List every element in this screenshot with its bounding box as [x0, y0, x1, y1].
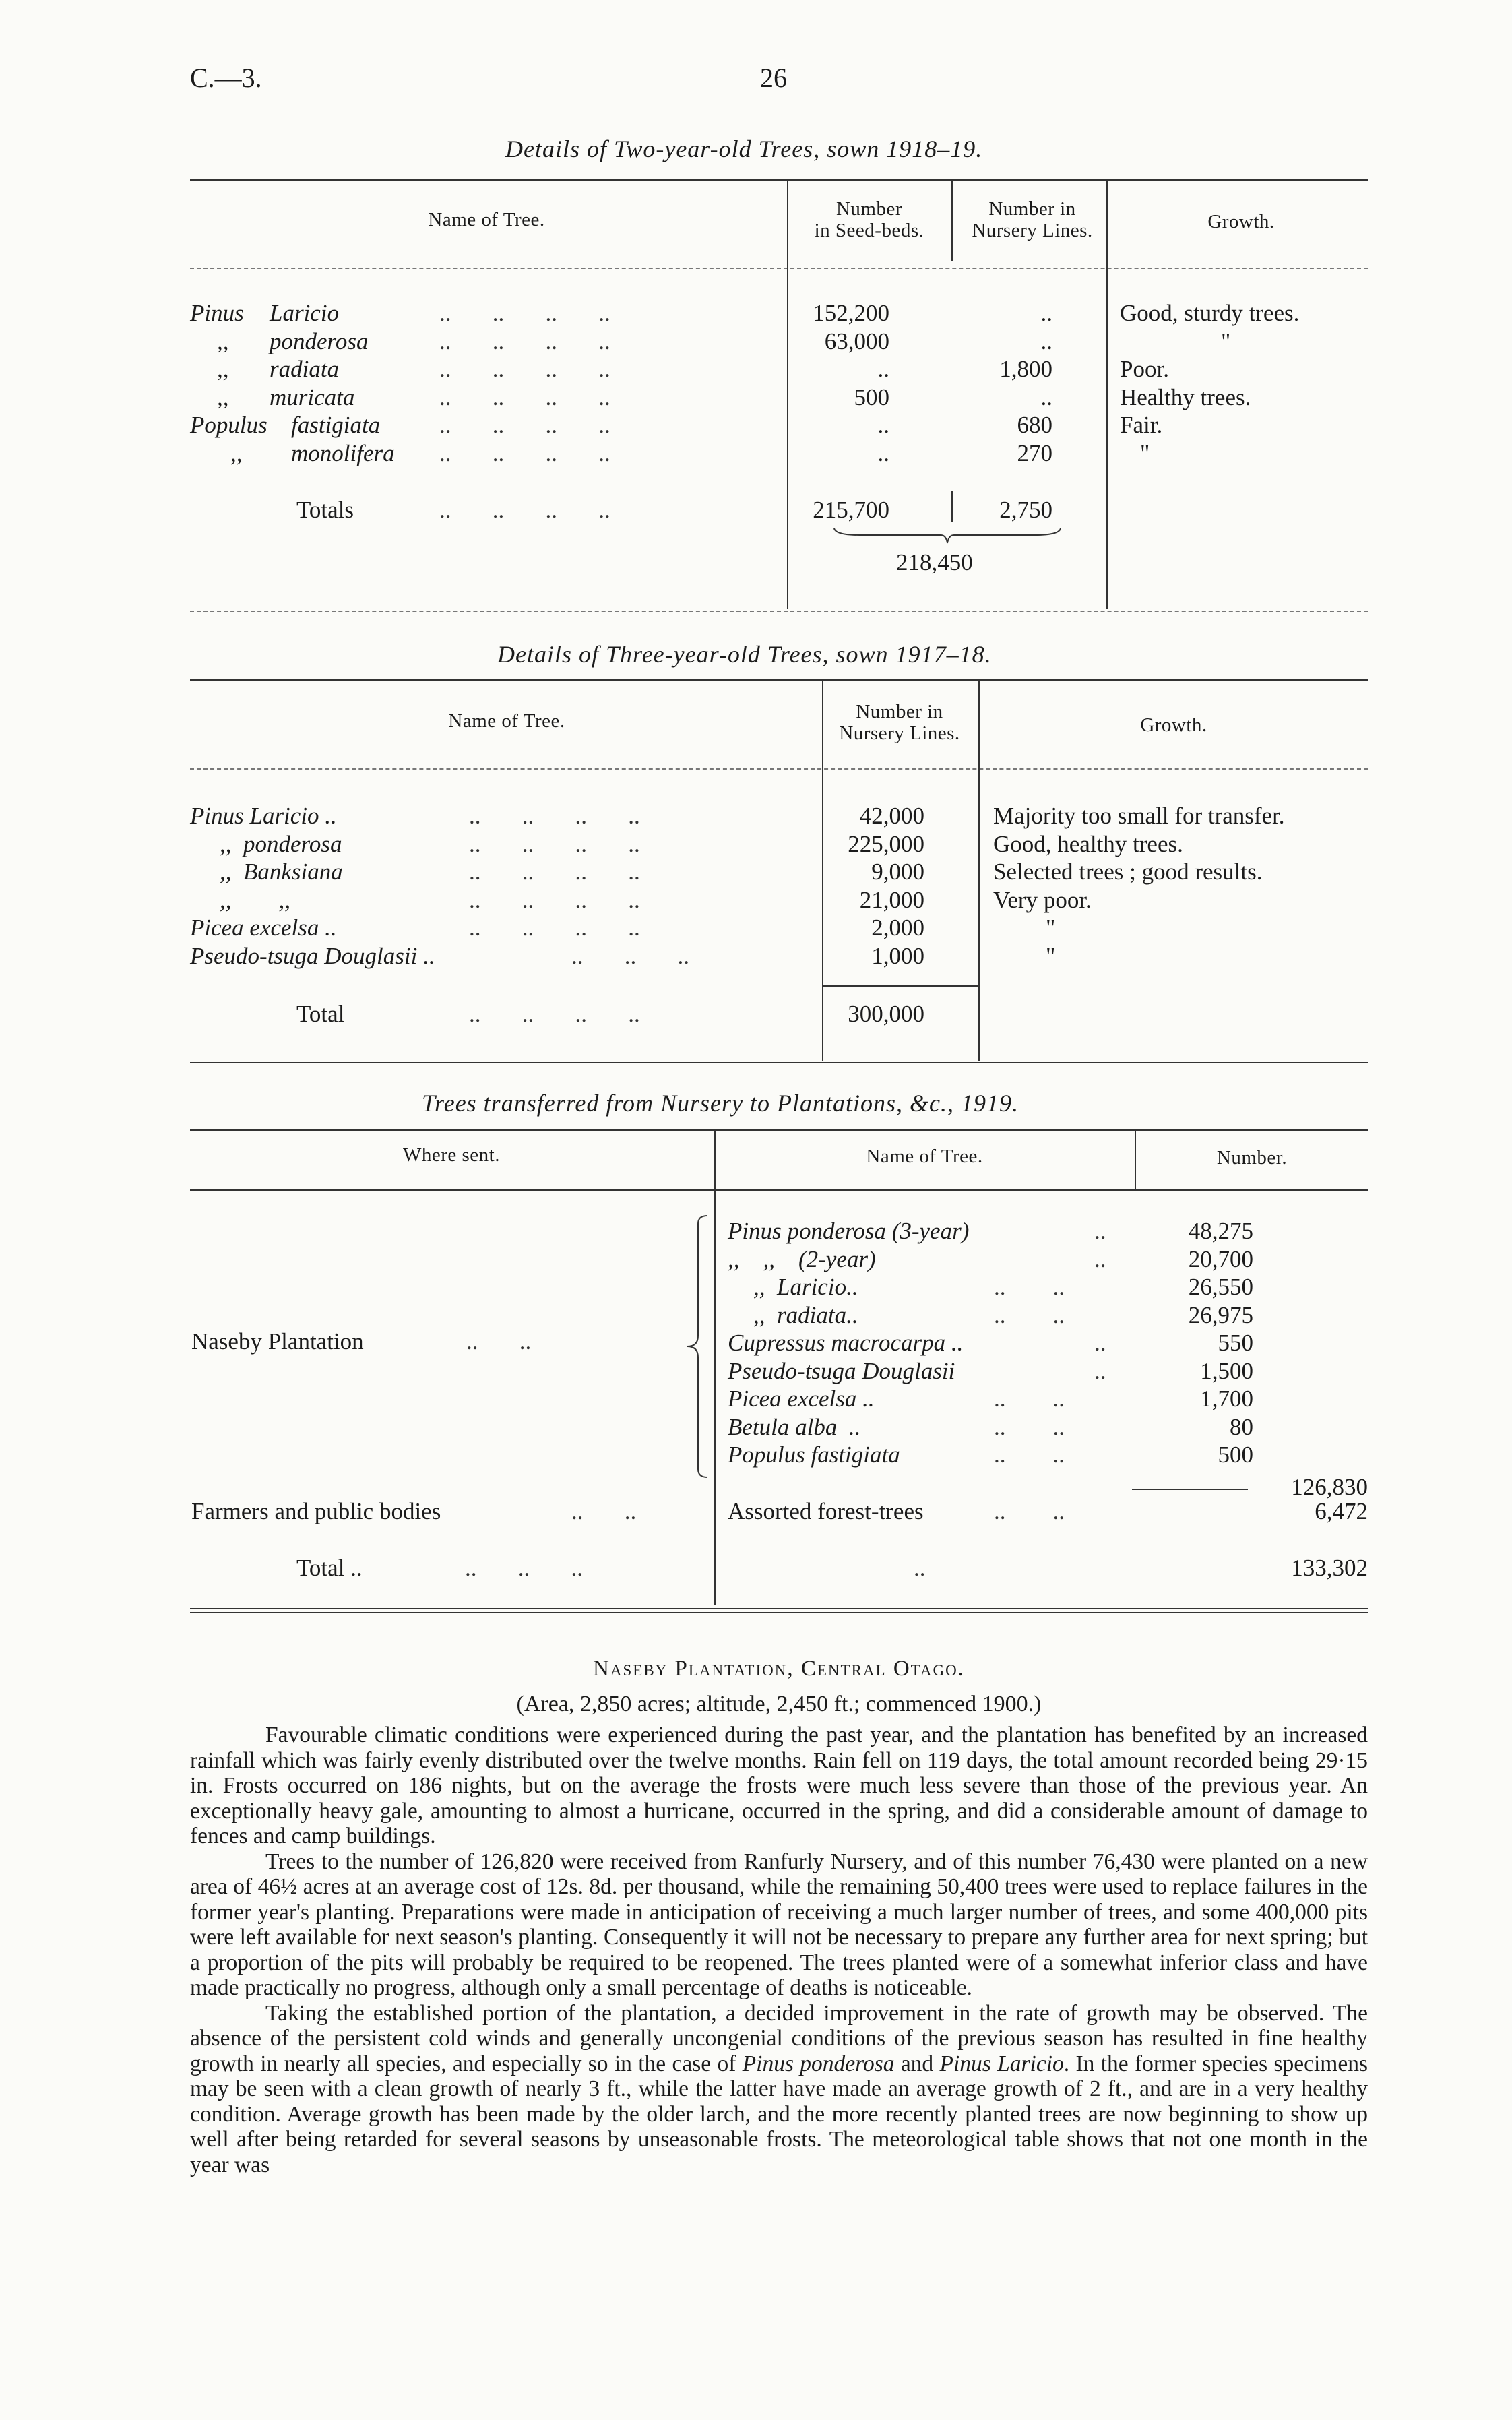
table-row: ,, radiata.. .. .. 26,975	[753, 1301, 1253, 1328]
paragraph-3: Taking the established portion of the plantation, a decided improvement in the rate of growth may be observed. The absence of the persistent cold winds and generally uncongenial conditions of the previous season has resulted in fine healthy growth in nearly all species, and especially so in the case of Pinus ponderosa and Pinus Laricio. In the former species specimens may be seen with a clean growth of nearly 3 ft., while the latter have made an average growth of 2 ft., and are in a very healthy condition. Average growth has been made by the older larch, and the more recently planted trees are now beginning to show up well after being retarded for several seasons by unseasonable frosts. The meteorological table shows that not one month in the year was	[190, 2000, 1368, 2177]
table3-header-name: Name of Tree.	[866, 1146, 983, 1167]
table2-caption: Details of Three-year-old Trees, sown 1917–18.	[497, 641, 992, 668]
table1-top-rule	[190, 179, 1368, 181]
naseby-brace	[683, 1214, 710, 1479]
section-subheading: (Area, 2,850 acres; altitude, 2,450 ft.; commenced 1900.)	[516, 1692, 1042, 1716]
paragraph-2: Trees to the number of 126,820 were received from Ranfurly Nursery, and of this number 76,430 were planted on a new area of 46½ acres at an average cost of 12s. 8d. per thousand, while the remaining 50,400 trees were used to replace failures in the former year's planting. Preparations were made in anticipation of receiving a much larger number of trees, and some 400,000 pits were left available for next season's planting. Consequently it will not be necessary to prepare any further area for next spring; but a proportion of the pits will probably be required to be reopened. The trees planted were of a somewhat inferior class and have made practically no progress, although only a small percentage of deaths is noticeable.	[190, 1849, 1368, 2000]
table1-header-rule	[190, 268, 1368, 269]
table-row: Betula alba .. .. .. 80	[728, 1413, 1253, 1440]
table-row: Pseudo-tsuga Douglasii .. .. .. .. 1,000 "	[190, 942, 1056, 969]
table2-bottom-rule	[190, 1062, 1368, 1063]
table3-bottom-rule	[190, 1608, 1368, 1609]
table1-totals-label: Totals	[296, 497, 354, 523]
document-ref: C.—3.	[190, 63, 262, 93]
table3-header-where: Where sent.	[403, 1144, 500, 1166]
table-row: Pinus Laricio .. .. .. .. .. 42,000 Majority too small for transfer.	[190, 803, 1285, 829]
naseby-rows	[728, 1217, 1368, 1469]
table2-body	[190, 802, 1368, 970]
table3-header-rule	[190, 1189, 1368, 1191]
table2-header-growth: Growth.	[1140, 714, 1207, 736]
table3-top-rule	[190, 1129, 1368, 1131]
table1-bottom-rule	[190, 611, 1368, 612]
page-number: 26	[760, 63, 787, 93]
table-row: ,, monolifera .. .. .. .. .. 270 "	[230, 439, 1150, 466]
table2-header-name: Name of Tree.	[448, 710, 565, 732]
table-row: Pinus ponderosa (3-year) .. 48,275	[728, 1218, 1253, 1244]
table2-header-nursery-line2: Nursery Lines.	[839, 722, 960, 744]
section-heading: Naseby Plantation, Central Otago.	[593, 1656, 965, 1681]
table-row: ,, muricata .. .. .. .. 500 .. Healthy trees.	[217, 383, 1251, 410]
table-row: Pinus Laricio .. .. .. .. 152,200 .. Good, sturdy trees.	[190, 300, 1300, 326]
table-row: Picea excelsa .. .. .. 1,700	[728, 1386, 1253, 1412]
table1-header-seed-line1: Number	[836, 198, 903, 220]
table-row: Populus fastigiata .. .. .. .. .. 680 Fair.	[190, 412, 1163, 438]
table-row: Picea excelsa .. .. .. .. .. 2,000 "	[190, 914, 1056, 941]
table-row: ,, ponderosa .. .. .. .. 225,000 Good, healthy trees.	[220, 830, 1183, 857]
section-body	[190, 1723, 1368, 2177]
table2-header-rule	[190, 768, 1368, 770]
farmers-tree: Assorted forest-trees	[728, 1498, 924, 1524]
paragraph-1: Favourable climatic conditions were experienced during the past year, and the plantation has benefited by an increased rainfall which was fairly evenly distributed over the twelve months. Rain fell on 119 days, the total amount recorded being 29·15 in. Frosts occurred on 186 nights, but on the average the frosts were much less severe than those of the previous year. An exceptionally heavy gale, amounting to almost a hurricane, occurred in the spring, and did a considerable amount of damage to fences and camp buildings.	[190, 1723, 1368, 1849]
table3-header-number: Number.	[1216, 1147, 1288, 1169]
table-row: Populus fastigiata .. .. 500	[728, 1441, 1253, 1468]
table1-totals-nursery: 2,750	[999, 497, 1052, 523]
table-row: Pseudo-tsuga Douglasii .. 1,500	[728, 1357, 1253, 1384]
table-row: Cupressus macrocarpa .. .. 550	[728, 1330, 1253, 1356]
table3-total-label: Total ..	[296, 1555, 363, 1581]
naseby-total: 126,830	[1291, 1474, 1368, 1500]
table3-total-number: 133,302	[1291, 1555, 1368, 1581]
table2-header-nursery-line1: Number in	[856, 701, 943, 722]
table1-header-growth: Growth.	[1207, 211, 1275, 232]
table2-total-label: Total	[296, 1001, 345, 1027]
table-row: ,, ,, (2-year) .. 20,700	[728, 1245, 1253, 1272]
table1-divider-2	[951, 179, 953, 261]
table-row: ,, Banksiana .. .. .. .. 9,000 Selected trees ; good results.	[220, 859, 1263, 885]
table2-total-number: 300,000	[848, 1001, 924, 1027]
farmers-label: Farmers and public bodies	[191, 1498, 441, 1524]
farmers-total: 6,472	[1315, 1498, 1368, 1524]
table-row: ,, ponderosa .. .. .. .. 63,000 .. "	[217, 328, 1231, 354]
table2-top-rule	[190, 679, 1368, 681]
table3-divider-1	[714, 1129, 716, 1605]
table1-caption: Details of Two-year-old Trees, sown 1918–19.	[505, 135, 983, 162]
table-row: ,, Laricio.. .. .. 26,550	[753, 1274, 1253, 1300]
table1-grand-total: 218,450	[896, 549, 973, 576]
table1-header-nursery-line2: Nursery Lines.	[972, 220, 1093, 241]
table3-caption: Trees transferred from Nursery to Plantations, &c., 1919.	[422, 1090, 1019, 1117]
table-row: ,, ,, .. .. .. .. 21,000 Very poor.	[220, 886, 1092, 913]
table1-header-nursery-line1: Number in	[988, 198, 1076, 220]
table1-body	[190, 299, 1368, 467]
table1-header-name: Name of Tree.	[428, 209, 545, 230]
naseby-label: Naseby Plantation	[191, 1328, 364, 1355]
table-row: ,, radiata .. .. .. .. .. 1,800 Poor.	[217, 356, 1169, 382]
table1-brace	[833, 526, 1062, 546]
table1-totals-seed: 215,700	[813, 497, 889, 523]
table1-header-seed-line2: in Seed-beds.	[814, 220, 924, 241]
table3-divider-2	[1135, 1129, 1136, 1190]
